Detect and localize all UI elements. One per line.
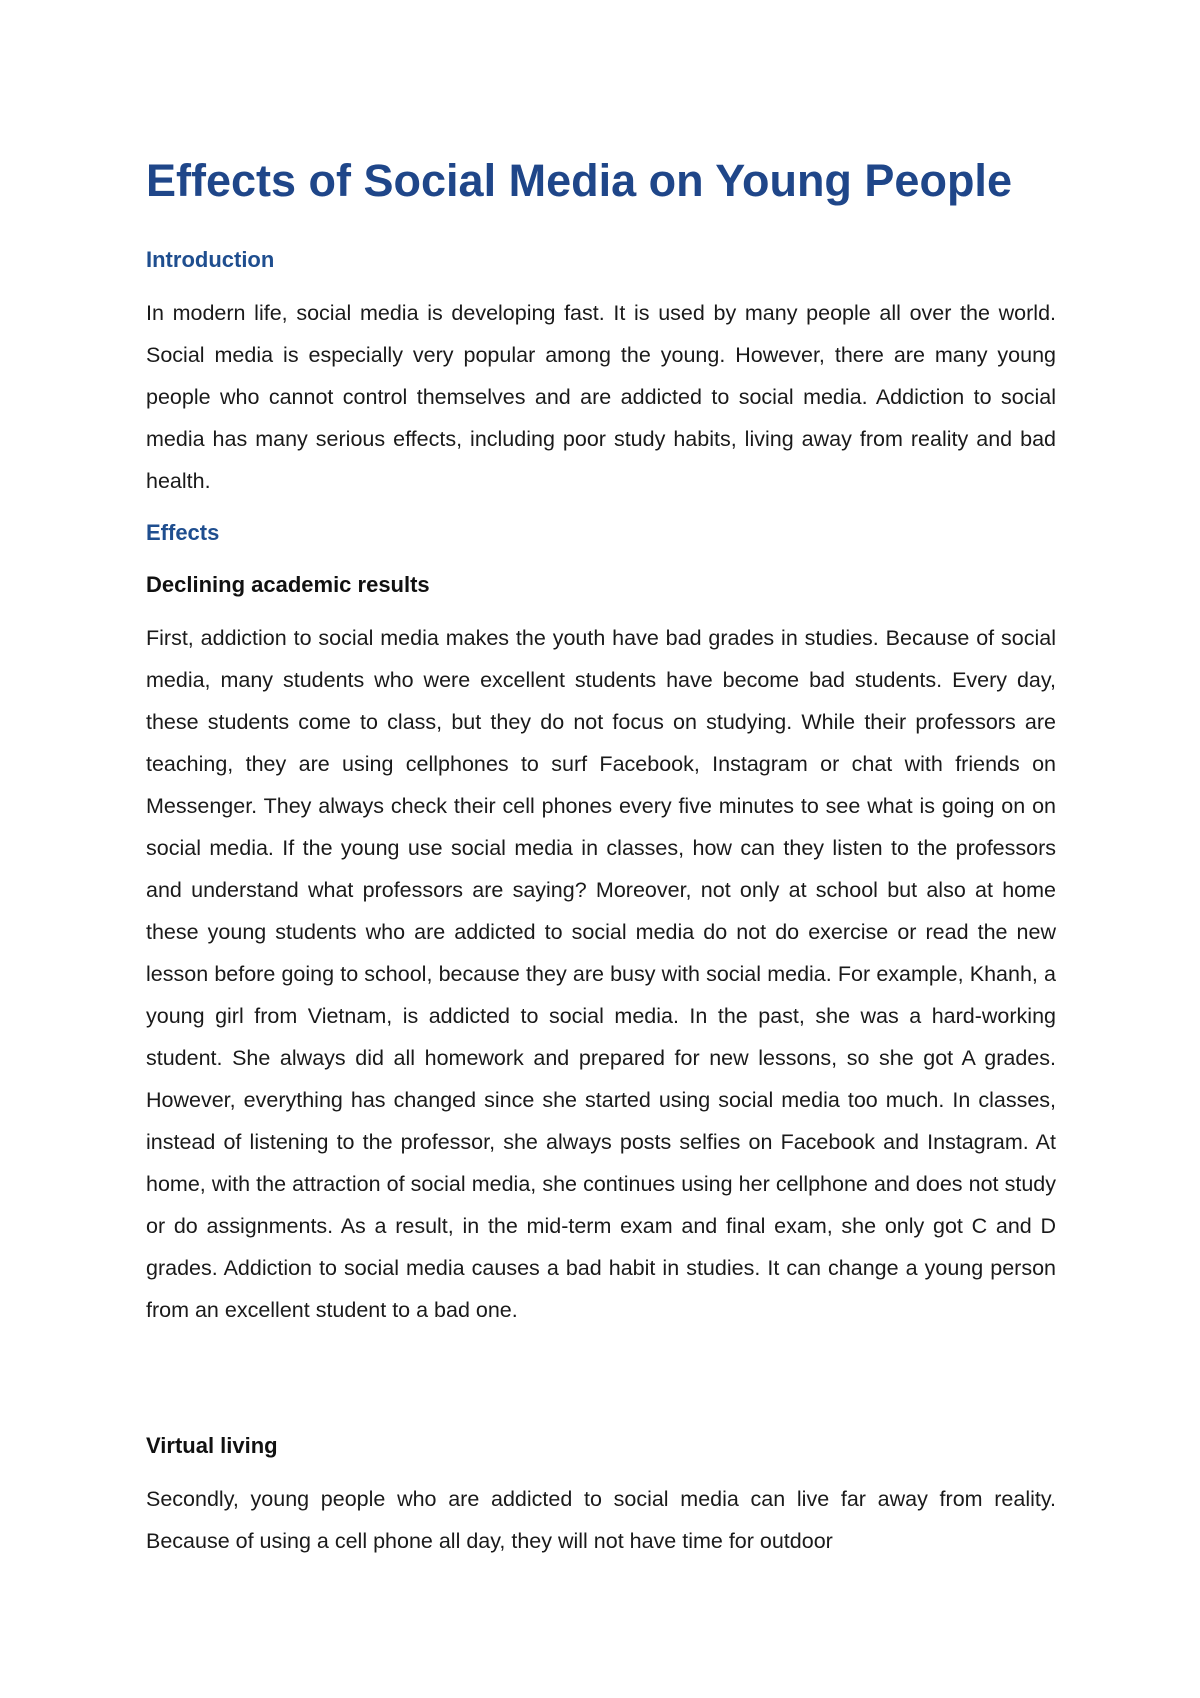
introduction-paragraph: In modern life, social media is developing fast. It is used by many people all over the world. Social media is especially very popular among the young. However, there are many young people who cannot control themselves and are addicted to social media. Addiction to social media has many serious effects, including poor study habits, living away from reality and bad health.	[146, 301, 1056, 493]
virtual-living-paragraph: Secondly, young people who are addicted to social media can live far away from reality. Because of using a cell phone all day, they will not have time for outdoor	[146, 1487, 1056, 1553]
virtual-living-heading: Virtual living	[146, 1433, 278, 1458]
effects-heading: Effects	[146, 520, 220, 545]
academic-results-heading: Declining academic results	[146, 572, 430, 597]
introduction-heading: Introduction	[146, 247, 275, 272]
document-title: Effects of Social Media on Young People	[146, 155, 1012, 206]
academic-results-paragraph: First, addiction to social media makes the youth have bad grades in studies. Because of social media, many students who were excellent students have become bad students. Every day, these students come to class, but they do not focus on studying. While their professors are teaching, they are using cellphones to surf Facebook, Instagram or chat with friends on Messenger. They always check their cell phones every five minutes to see what is going on on social media. If the young use social media in classes, how can they listen to the professors and understand what professors are saying? Moreover, not only at school but also at home these young students who are addicted to social media do not do exercise or read the new lesson before going to school, because they are busy with social media. For example, Khanh, a young girl from Vietnam, is addicted to social media. In the past, she was a hard-working student. She always did all homework and prepared for new lessons, so she got A grades. However, everything has changed since she started using social media too much. In classes, instead of listening to the professor, she always posts selfies on Facebook and Instagram. At home, with the attraction of social media, she continues using her cellphone and does not study or do assignments. As a result, in the mid-term exam and final exam, she only got C and D grades. Addiction to social media causes a bad habit in studies. It can change a young person from an excellent student to a bad one.	[146, 626, 1056, 1322]
